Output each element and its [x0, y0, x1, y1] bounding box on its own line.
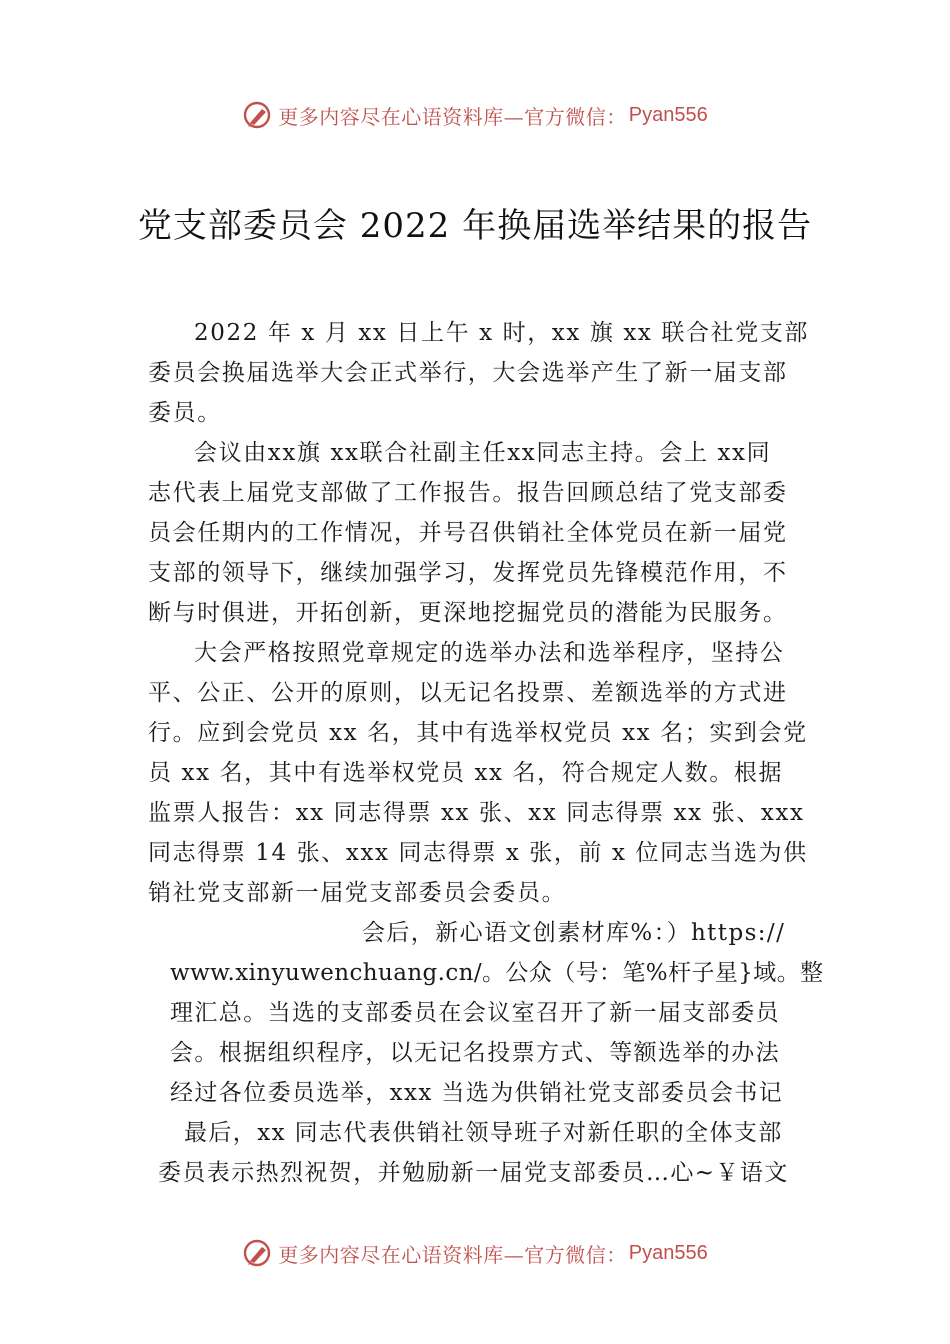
paragraph-2	[148, 433, 818, 633]
paragraph-line: 理汇总。当选的支部委员在会议室召开了新一届支部委员	[170, 1000, 780, 1026]
paragraph-line: 会。根据组织程序，以无记名投票方式、等额选举的办法	[170, 1040, 780, 1066]
document-title: 党支部委员会 2022 年换届选举结果的报告	[137, 206, 813, 246]
pen-nib-logo-icon	[242, 1238, 272, 1268]
document-body	[148, 313, 824, 1193]
paragraph-line: www.xinyuwenchuang.cn/。公众（号：笔%杆子星}域。整	[170, 960, 824, 986]
paragraph-line: 断与时俱进，开拓创新，更深地挖掘党员的潜能为民服务。	[148, 600, 788, 626]
paragraph-line: 支部的领导下，继续加强学习，发挥党员先锋模范作用，不	[148, 560, 788, 586]
wechat-id: Pyan556	[628, 1241, 708, 1264]
paragraph-3	[148, 633, 818, 913]
wechat-id: Pyan556	[628, 103, 708, 126]
paragraph-line: 2022 年 x 月 xx 日上午 x 时，xx 旗 xx 联合社党支部	[194, 320, 810, 346]
paragraph-line: 经过各位委员选举，xxx 当选为供销社党支部委员会书记	[170, 1080, 784, 1106]
paragraph-line: 委员。	[148, 400, 222, 426]
paragraph-line: 会后，新心语文创素材库%：）https://	[362, 920, 786, 946]
paragraph-line: 大会严格按照党章规定的选举办法和选举程序，坚持公	[194, 640, 785, 666]
paragraph-line: 监票人报告：xx 同志得票 xx 张、xx 同志得票 xx 张、xxx	[148, 800, 805, 826]
paragraph-line: 平、公正、公开的原则，以无记名投票、差额选举的方式进	[148, 680, 788, 706]
paragraph-line: 志代表上届党支部做了工作报告。报告回顾总结了党支部委	[148, 480, 788, 506]
paragraph-line: 委员会换届选举大会正式举行，大会选举产生了新一届支部	[148, 360, 788, 386]
paragraph-line: 委员表示热烈祝贺，并勉励新一届党支部委员…心~￥语文	[158, 1160, 789, 1186]
paragraph-line: 最后，xx 同志代表供销社领导班子对新任职的全体支部	[184, 1120, 783, 1146]
paragraph-line: 同志得票 14 张、xxx 同志得票 x 张，前 x 位同志当选为供	[148, 840, 808, 866]
paragraph-line: 会议由xx旗 xx联合社副主任xx同志主持。会上 xx同	[194, 440, 772, 466]
paragraph-4	[148, 913, 824, 1193]
paragraph-line: 销社党支部新一届党支部委员会委员。	[148, 880, 567, 906]
pen-nib-logo-icon	[242, 100, 272, 130]
footer-watermark-banner	[0, 1233, 950, 1273]
watermark-text: 更多内容尽在心语资料库—官方微信：	[278, 1242, 627, 1267]
paragraph-1	[148, 313, 818, 433]
paragraph-line: 员 xx 名，其中有选举权党员 xx 名，符合规定人数。根据	[148, 760, 784, 786]
header-watermark-banner	[0, 95, 950, 135]
watermark-text: 更多内容尽在心语资料库—官方微信：	[278, 104, 627, 129]
paragraph-line: 行。应到会党员 xx 名，其中有选举权党员 xx 名；实到会党	[148, 720, 808, 746]
paragraph-line: 员会任期内的工作情况，并号召供销社全体党员在新一届党	[148, 520, 788, 546]
